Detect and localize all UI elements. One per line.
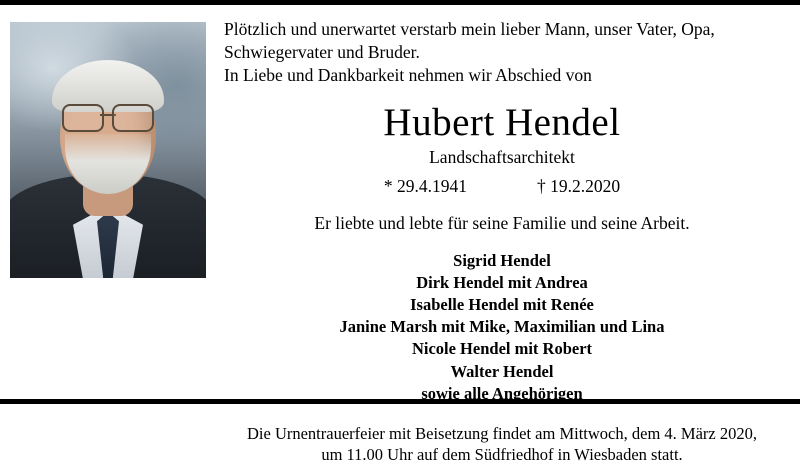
list-item: Dirk Hendel mit Andrea [416,273,588,293]
text-column [206,14,786,465]
life-dates [224,176,780,197]
glasses-left-lens [62,104,104,132]
portrait-photo [10,22,206,278]
funeral-details-line-1: Die Urnentrauerfeier mit Beisetzung findet am Mittwoch, dem 4. März 2020, [247,423,757,443]
intro-line-3: In Liebe und Dankbarkeit nehmen wir Abschied von [224,65,592,86]
glasses-right-lens [112,104,154,132]
intro-line-1: Plötzlich und unerwartet verstarb mein lieber Mann, unser Vater, Opa, [224,19,715,39]
mourners-list [224,250,780,405]
death-date: † 19.2.2020 [537,175,621,196]
list-item: Walter Hendel [450,361,554,381]
epitaph-text: Er liebte und lebte für seine Familie und seine Arbeit. [314,212,690,233]
list-item: Nicole Hendel mit Robert [411,339,593,359]
funeral-details [224,423,780,466]
glasses-icon [62,104,154,128]
intro-text [224,18,780,87]
list-item: sowie alle Angehörigen [421,383,583,403]
deceased-profession: Landschaftsarchitekt [429,146,575,167]
birth-date: * 29.4.1941 [383,175,467,196]
list-item: Sigrid Hendel [453,250,551,270]
list-item: Janine Marsh mit Mike, Maximilian und Lina [339,317,665,337]
portrait-column [10,14,206,392]
deceased-name: Hubert Hendel [383,101,621,145]
list-item: Isabelle Hendel mit Renée [410,295,594,315]
intro-line-2: Schwiegervater und Bruder. [224,42,420,63]
notice-content [0,4,800,465]
funeral-details-line-2: um 11.00 Uhr auf dem Südfriedhof in Wiesbaden statt. [321,445,683,465]
